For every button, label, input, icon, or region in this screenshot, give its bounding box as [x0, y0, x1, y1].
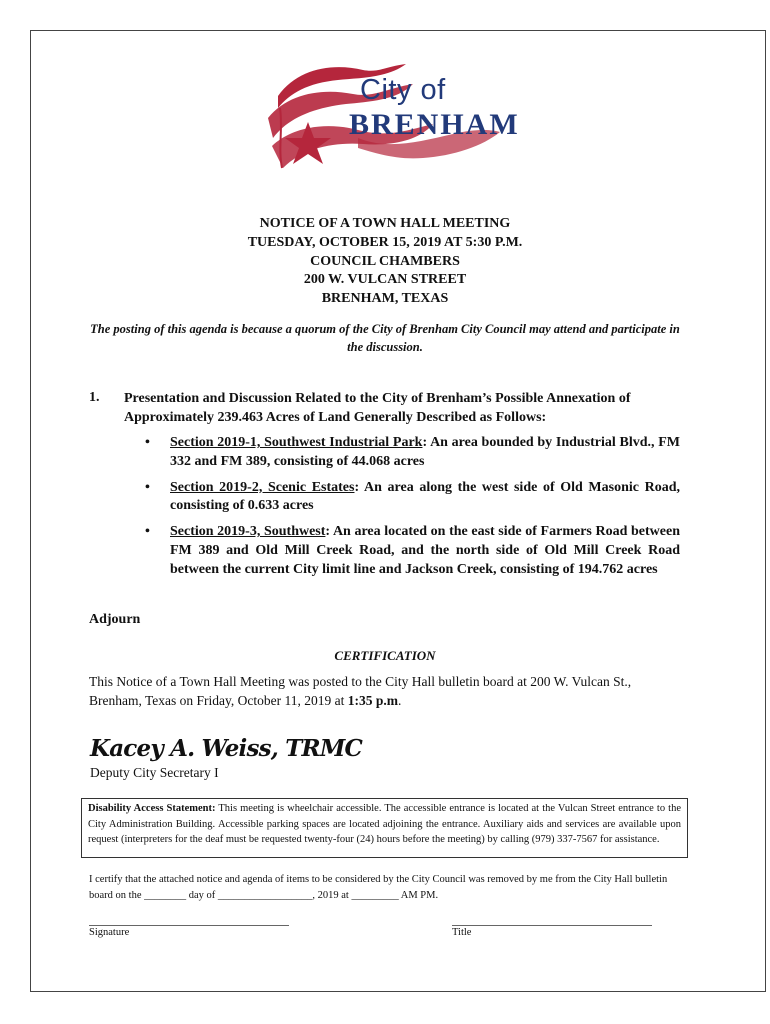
- certification-text: This Notice of a Town Hall Meeting was posted to the City Hall bulletin board at 200 W. Vulcan St., Brenham, Texas on Friday, October 11, 2019 at: [89, 674, 632, 708]
- certification-body: [89, 672, 681, 710]
- disability-text: This meeting is wheelchair accessible. The accessible entrance is located at the Vulcan Street entrance to the City Administration Building. Accessible parking spaces are located adjoining the entrance. Auxiliary aids and services are available upon request (interpreters for the deaf must be requested twenty-four (24) hours before the meeting) by calling (979) 337-7567 for assistance.: [88, 803, 681, 845]
- section-label: Section 2019-1, Southwest Industrial Park: [170, 435, 423, 450]
- logo-city-of-text: City of: [360, 74, 446, 106]
- signature-label: Signature: [89, 927, 130, 938]
- section-text: : An area along the west side of Old Masonic Road, consisting of 0.633 acres: [170, 479, 681, 514]
- certification-text-end: .: [398, 693, 402, 708]
- heading-line: COUNCIL CHAMBERS: [310, 253, 460, 269]
- secretary-signature: Kacey A. Weiss, TRMC: [90, 735, 362, 762]
- section-label: Section 2019-3, Southwest: [170, 524, 326, 540]
- agenda-item-title: Presentation and Discussion Related to the City of Brenham’s Possible Annexation of Approximately 239.463 Acres of Land Generally Described as Follows:: [124, 391, 631, 425]
- section-text: : An area bounded by Industrial Blvd., FM 332 and FM 389, consisting of 44.068 acres: [170, 435, 680, 469]
- bullet-icon: •: [145, 524, 150, 540]
- certification-title: CERTIFICATION: [334, 648, 436, 663]
- posting-time: 1:35 p.m: [347, 693, 398, 708]
- title-line: [452, 925, 652, 926]
- adjourn-label: Adjourn: [89, 612, 141, 627]
- signature-line: [89, 925, 289, 926]
- disability-label: Disability Access Statement:: [88, 803, 216, 814]
- list-item: [145, 434, 680, 472]
- meeting-heading: [0, 215, 770, 309]
- bullet-icon: •: [145, 435, 150, 450]
- removal-certification: I certify that the attached notice and agenda of items to be considered by the City Council was removed by me from the City Hall bulletin board on the ________ day of __________________, 2019 at _________ AM PM.: [89, 874, 668, 901]
- list-item: [145, 479, 680, 517]
- logo-brenham-text: BRENHAM: [349, 108, 520, 141]
- agenda-item-number: 1.: [89, 390, 100, 405]
- disability-statement-box: [81, 798, 688, 858]
- title-label: Title: [452, 927, 472, 938]
- section-label: Section 2019-2, Scenic Estates: [170, 479, 355, 495]
- heading-line: TUESDAY, OCTOBER 15, 2019 AT 5:30 P.M.: [247, 234, 523, 250]
- heading-line: 200 W. VULCAN STREET: [303, 272, 467, 288]
- section-text: : An area located on the east side of Farmers Road between FM 389 and Old Mill Creek Road, and the north side of Old Mill Creek Road between the current City limit line and Jackson Creek, consisting of 194.762 acres: [170, 524, 680, 577]
- heading-line: BRENHAM, TEXAS: [321, 291, 449, 307]
- posting-note: The posting of this agenda is because a quorum of the City of Brenham City Council may attend and participate in the discussion.: [90, 322, 680, 354]
- list-item: [145, 523, 680, 579]
- heading-line: NOTICE OF A TOWN HALL MEETING: [259, 216, 511, 231]
- secretary-title: Deputy City Secretary I: [90, 765, 219, 780]
- bullet-icon: •: [145, 479, 150, 495]
- annexation-sections-list: [145, 434, 680, 587]
